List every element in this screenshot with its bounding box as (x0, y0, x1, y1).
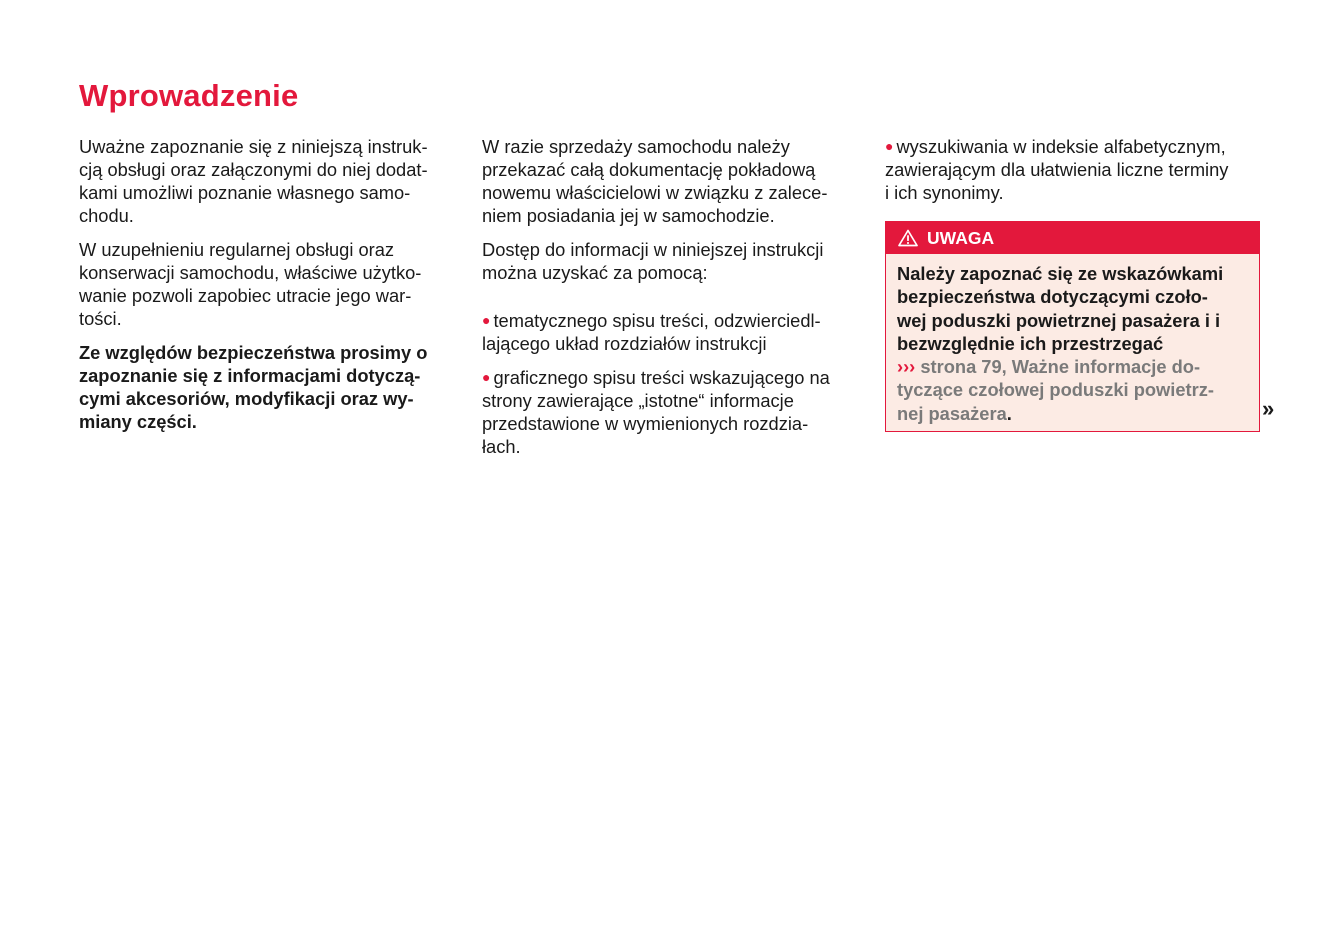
column-2 (482, 135, 862, 469)
bullet-icon: ● (482, 312, 491, 328)
page-reference-link[interactable]: ››› strona 79, Ważne informacje do- tyczące czołowej poduszki powietrz- nej pasażera (897, 356, 1214, 424)
sale-paragraph: W razie sprzedaży samochodu należy przekazać całą dokumentację pokładową nowemu właścicielowi w związku z zalece- niem posiadania jej w samochodzie. (482, 136, 828, 226)
list-item-thematic-toc: ● tematycznego spisu treści, odzwierciedl- lającego układ rozdziałów instrukcji (482, 310, 821, 354)
safety-paragraph: Ze względów bezpieczeństwa prosimy o zapoznanie się z informacjami dotyczą- cymi akcesoriów, modyfikacji oraz wy- miany części. (79, 342, 428, 432)
bullet-icon: ● (885, 138, 894, 154)
continue-arrow-icon: » (1262, 396, 1275, 421)
column-1 (79, 135, 454, 444)
warning-header (886, 222, 1259, 254)
intro-paragraph: Uważne zapoznanie się z niniejszą instruk- cją obsługi oraz załączonymi do niej dodat- kami umożliwi poznanie własnego samo- chodu. (79, 136, 428, 226)
warning-title: UWAGA (927, 227, 995, 248)
maintenance-paragraph: W uzupełnieniu regularnej obsługi oraz konserwacji samochodu, właściwe użytko- wanie pozwoli zapobiec utracie jego war- tości. (79, 239, 422, 329)
reference-arrows-icon: ››› (897, 356, 916, 378)
warning-body: Należy zapoznać się ze wskazówkami bezpieczeństwa dotyczącymi czoło- wej poduszki powietrznej pasażera i i bezwzględnie ich przestrzegać ››› strona 79, Ważne informacje do- tyczące czołowej poduszki powietrz- nej pasażera. (897, 263, 1224, 424)
list-item-index: ● wyszukiwania w indeksie alfabetycznym, zawierającym dla ułatwienia liczne terminy i ich synonimy. (885, 136, 1229, 203)
access-paragraph: Dostęp do informacji w niniejszej instrukcji można uzyskać za pomocą: (482, 239, 824, 283)
warning-box (885, 221, 1260, 432)
bullet-icon: ● (482, 369, 491, 385)
list-item-graphic-toc: ● graficznego spisu treści wskazującego na strony zawierające „istotne“ informacje przedstawione w wymienionych rozdzia- łach. (482, 367, 830, 457)
warning-triangle-icon (898, 229, 918, 247)
column-3 (885, 135, 1265, 215)
page-title: Wprowadzenie (79, 78, 299, 113)
